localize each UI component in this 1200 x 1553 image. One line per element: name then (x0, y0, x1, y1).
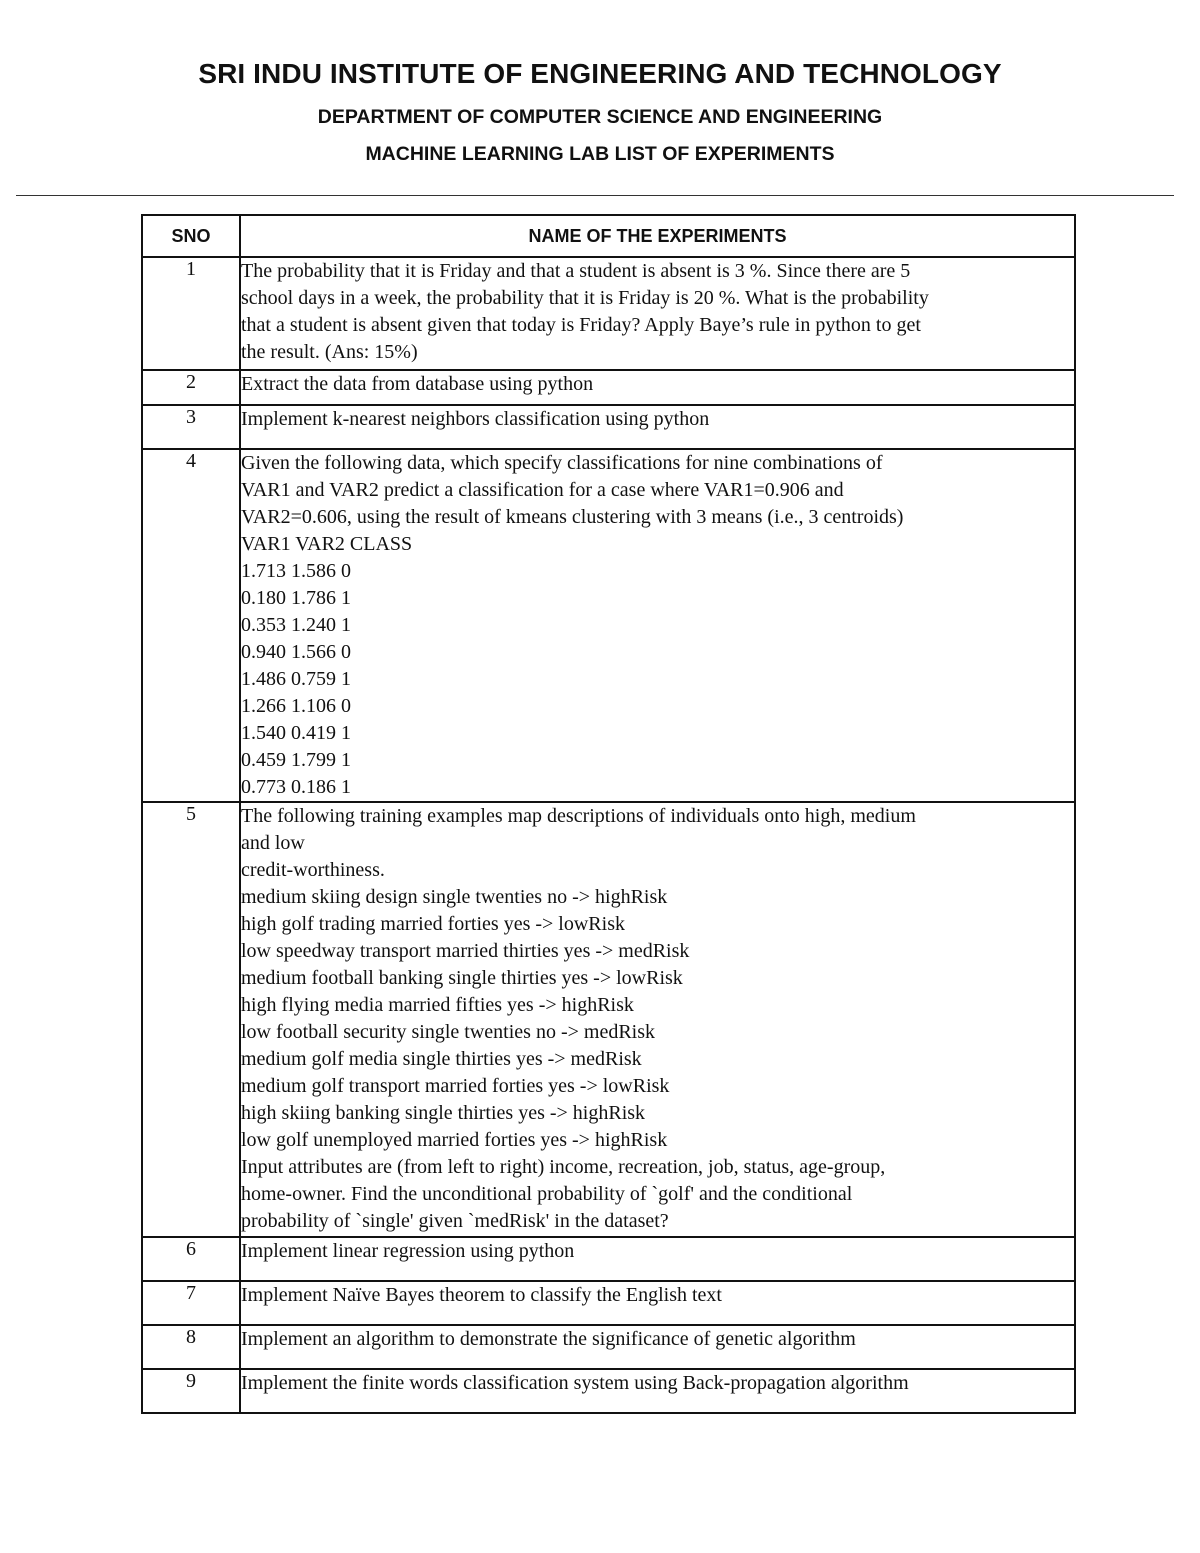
experiment-text-line: The following training examples map descriptions of individuals onto high, medium (241, 805, 916, 827)
experiment-text-line: medium football banking single thirties yes -> lowRisk (241, 967, 683, 989)
experiment-text-line: that a student is absent given that today is Friday? Apply Baye’s rule in python to get (241, 314, 921, 336)
experiment-number: 8 (142, 1325, 240, 1369)
experiment-text-line: Implement the finite words classification system using Back-propagation algorithm (241, 1372, 909, 1394)
experiment-text-line: low speedway transport married thirties yes -> medRisk (241, 940, 690, 962)
experiment-description (240, 257, 1075, 370)
experiment-text-line: probability of `single' given `medRisk' in the dataset? (241, 1210, 669, 1232)
table-row (142, 1281, 1075, 1325)
experiment-number: 7 (142, 1281, 240, 1325)
experiment-text-line: low football security single twenties no -> medRisk (241, 1021, 655, 1043)
experiment-description (240, 405, 1075, 449)
experiment-description (240, 1281, 1075, 1325)
experiment-text-line: Implement linear regression using python (241, 1240, 575, 1262)
table-row (142, 405, 1075, 449)
experiment-text-line: 0.773 0.186 1 (241, 776, 351, 798)
experiment-description (240, 1237, 1075, 1281)
experiment-description (240, 370, 1075, 405)
experiment-description (240, 1369, 1075, 1413)
experiment-number: 2 (142, 370, 240, 405)
experiment-text-line: 1.486 0.759 1 (241, 668, 351, 690)
table-header-row (142, 215, 1075, 257)
experiment-text-line: 0.459 1.799 1 (241, 749, 351, 771)
column-header-name: NAME OF THE EXPERIMENTS (240, 215, 1075, 257)
institute-title: SRI INDU INSTITUTE OF ENGINEERING AND TECHNOLOGY (198, 58, 1002, 89)
experiment-text-line: Implement Naïve Bayes theorem to classify the English text (241, 1284, 722, 1306)
experiment-text-line: school days in a week, the probability that it is Friday is 20 %. What is the probability (241, 287, 929, 309)
experiment-description (240, 802, 1075, 1237)
experiment-text-line: home-owner. Find the unconditional probability of `golf' and the conditional (241, 1183, 853, 1205)
experiment-text-line: Input attributes are (from left to right) income, recreation, job, status, age-group, (241, 1156, 886, 1178)
experiment-number: 3 (142, 405, 240, 449)
experiment-description (240, 1325, 1075, 1369)
experiment-text-line: Extract the data from database using python (241, 373, 594, 395)
table-row (142, 802, 1075, 1237)
header-divider (16, 195, 1174, 196)
experiments-body (142, 257, 1075, 1413)
experiments-table (141, 214, 1076, 1414)
list-title: MACHINE LEARNING LAB LIST OF EXPERIMENTS (365, 143, 835, 165)
experiment-text-line: 1.266 1.106 0 (241, 695, 351, 717)
experiment-text-line: high golf trading married forties yes -> lowRisk (241, 913, 625, 935)
experiment-description (240, 449, 1075, 802)
experiment-text-line: credit-worthiness. (241, 859, 385, 881)
experiment-text-line: 0.180 1.786 1 (241, 587, 351, 609)
experiment-text-line: the result. (Ans: 15%) (241, 341, 418, 363)
experiment-text-line: 1.713 1.586 0 (241, 560, 351, 582)
experiment-text-line: 1.540 0.419 1 (241, 722, 351, 744)
table-row (142, 257, 1075, 370)
experiment-text-line: medium golf media single thirties yes -> medRisk (241, 1048, 642, 1070)
table-row (142, 1237, 1075, 1281)
column-header-sno: SNO (142, 215, 240, 257)
experiment-number: 1 (142, 257, 240, 370)
experiment-text-line: low golf unemployed married forties yes -> highRisk (241, 1129, 668, 1151)
table-row (142, 1369, 1075, 1413)
experiment-text-line: medium golf transport married forties yes -> lowRisk (241, 1075, 670, 1097)
experiment-text-line: high skiing banking single thirties yes -> highRisk (241, 1102, 646, 1124)
table-row (142, 449, 1075, 802)
experiment-text-line: Implement an algorithm to demonstrate the significance of genetic algorithm (241, 1328, 856, 1350)
experiment-text-line: VAR1 and VAR2 predict a classification for a case where VAR1=0.906 and (241, 479, 844, 501)
experiment-text-line: and low (241, 832, 305, 854)
experiment-text-line: VAR1 VAR2 CLASS (241, 533, 413, 555)
experiment-number: 6 (142, 1237, 240, 1281)
experiment-text-line: high flying media married fifties yes -> highRisk (241, 994, 634, 1016)
experiment-text-line: VAR2=0.606, using the result of kmeans clustering with 3 means (i.e., 3 centroids) (241, 506, 904, 528)
experiment-text-line: The probability that it is Friday and that a student is absent is 3 %. Since there are 5 (241, 260, 911, 282)
experiment-text-line: medium skiing design single twenties no -> highRisk (241, 886, 668, 908)
experiment-number: 9 (142, 1369, 240, 1413)
experiment-text-line: Implement k-nearest neighbors classification using python (241, 408, 710, 430)
table-row (142, 1325, 1075, 1369)
experiment-text-line: Given the following data, which specify classifications for nine combinations of (241, 452, 883, 474)
experiment-number: 5 (142, 802, 240, 1237)
experiment-text-line: 0.940 1.566 0 (241, 641, 351, 663)
experiment-number: 4 (142, 449, 240, 802)
table-row (142, 370, 1075, 405)
experiment-text-line: 0.353 1.240 1 (241, 614, 351, 636)
department-title: DEPARTMENT OF COMPUTER SCIENCE AND ENGINEERING (317, 106, 883, 128)
